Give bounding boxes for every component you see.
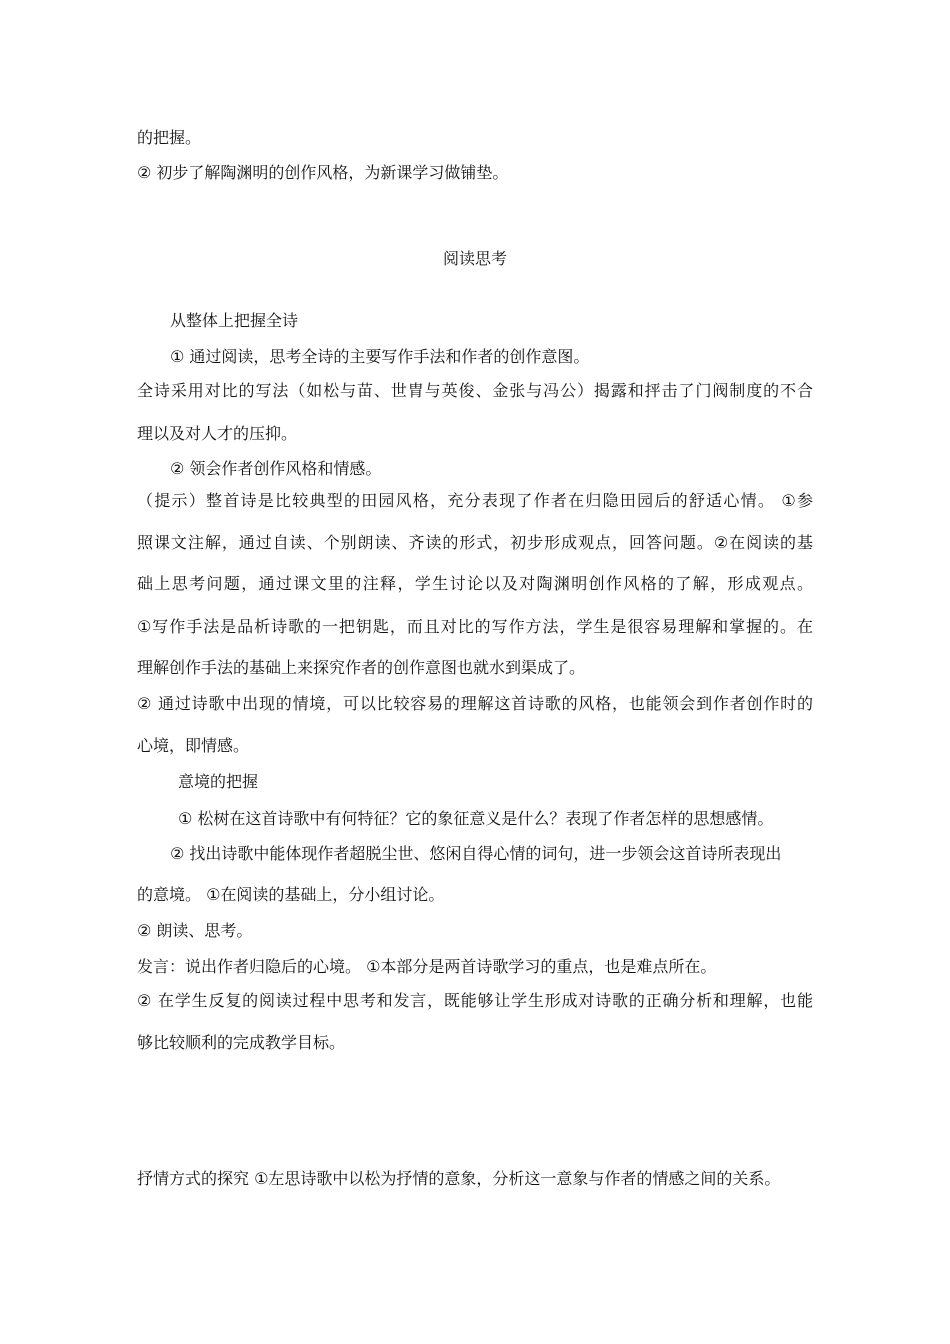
- text-line-17: ② 朗读、思考。: [137, 921, 253, 940]
- text-line-4: 全诗采用对比的写法（如松与苗、世胄与英俊、金张与冯公）揭露和抨击了门阀制度的不合: [137, 381, 813, 400]
- text-line-2: ② 初步了解陶渊明的创作风格，为新课学习做铺垫。: [137, 163, 509, 182]
- text-line-1: 的把握。: [137, 128, 202, 147]
- subheading-mood: 意境的把握: [178, 772, 259, 791]
- text-line-5: 理以及对人才的压抑。: [137, 424, 298, 443]
- text-line-13: 心境，即情感。: [137, 736, 250, 755]
- section-heading: 阅读思考: [442, 249, 507, 268]
- text-line-6: ② 领会作者创作风格和情感。: [170, 459, 382, 478]
- text-line-11: 理解创作手法的基础上来探究作者的创作意图也就水到渠成了。: [137, 658, 586, 677]
- text-line-14: ① 松树在这首诗歌中有何特征？它的象征意义是什么？表现了作者怎样的思想感情。: [178, 809, 774, 828]
- text-line-15: ② 找出诗歌中能体现作者超脱尘世、悠闲自得心情的词句，进一步领会这首诗所表现出: [170, 844, 782, 863]
- text-line-21: 抒情方式的探究 ①左思诗歌中以松为抒情的意象，分析这一意象与作者的情感之间的关系。: [137, 1169, 781, 1188]
- subheading-whole-poem: 从整体上把握全诗: [170, 311, 299, 330]
- text-line-20: 够比较顺利的完成教学目标。: [137, 1033, 346, 1052]
- text-line-3: ① 通过阅读，思考全诗的主要写作手法和作者的创作意图。: [170, 347, 590, 366]
- text-line-7: （提示）整首诗是比较典型的田园风格，充分表现了作者在归隐田园后的舒适心情。 ①参: [137, 491, 813, 510]
- text-line-18: 发言：说出作者归隐后的心境。 ①本部分是两首诗歌学习的重点，也是难点所在。: [137, 957, 717, 976]
- text-line-10: ①写作手法是品析诗歌的一把钥匙，而且对比的写作方法，学生是很容易理解和掌握的。在: [137, 617, 813, 636]
- text-line-19: ② 在学生反复的阅读过程中思考和发言，既能够让学生形成对诗歌的正确分析和理解，也能: [137, 991, 813, 1010]
- text-line-9: 础上思考问题，通过课文里的注释，学生讨论以及对陶渊明创作风格的了解，形成观点。: [137, 574, 813, 593]
- text-line-8: 照课文注解，通过自读、个别朗读、齐读的形式，初步形成观点，回答问题。②在阅读的基: [137, 533, 813, 552]
- text-line-12: ② 通过诗歌中出现的情境，可以比较容易的理解这首诗歌的风格，也能领会到作者创作时的: [137, 694, 813, 713]
- text-line-16: 的意境。 ①在阅读的基础上，分小组讨论。: [137, 885, 445, 904]
